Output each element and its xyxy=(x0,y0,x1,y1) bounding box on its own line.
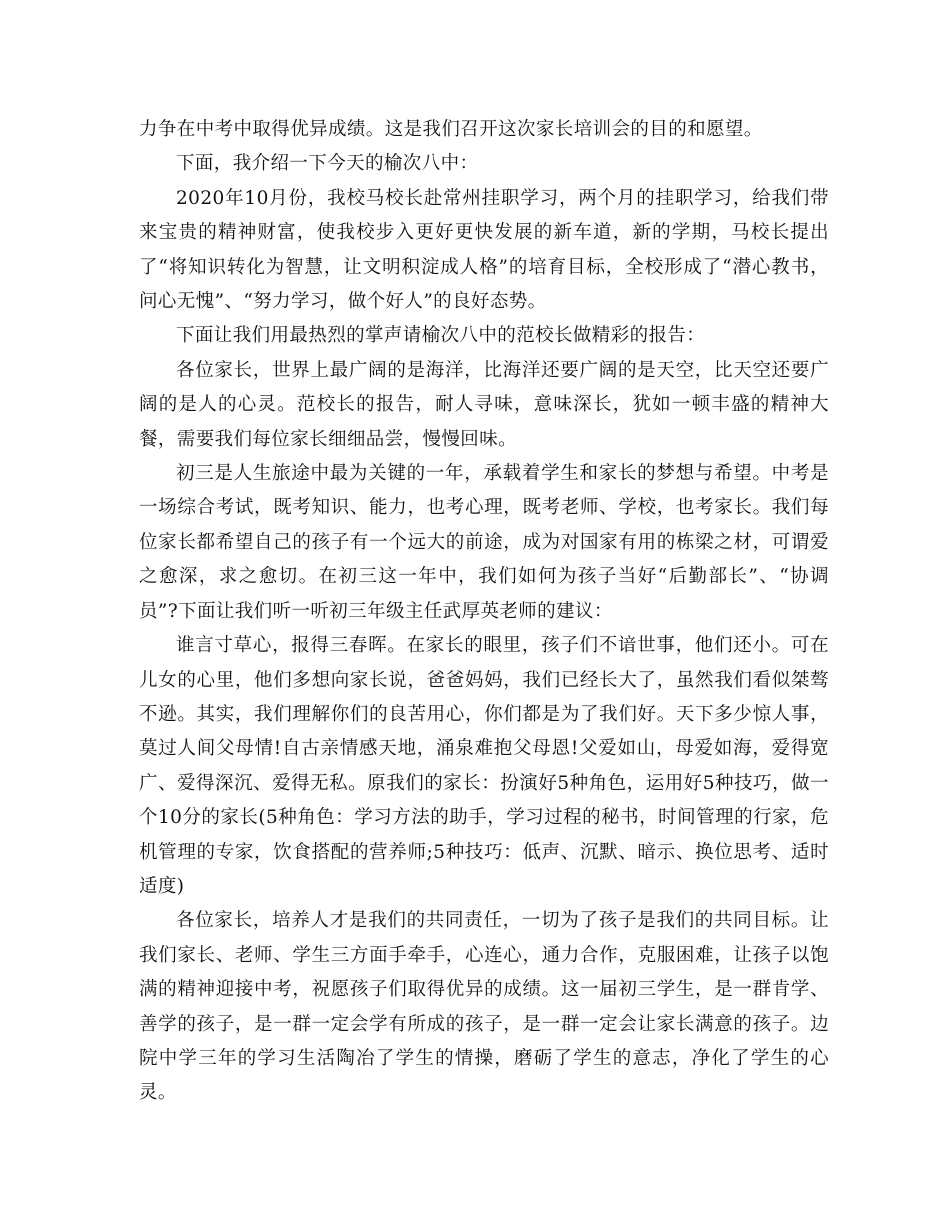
paragraph-intro-school: 下面，我介绍一下今天的榆次八中： xyxy=(176,153,479,175)
paragraph-principal-study: 2020年10月份，我校马校长赴常州挂职学习，两个月的挂职学习，给我们带来宝贵的精神财富，使我校步入更好更快发展的新车道，新的学期，马校长提出了“将知识转化为智慧，让文明积淀成人格”的培育目标，全校形成了“潜心教书，问心无愧”、“努力学习，做个好人”的良好态势。 xyxy=(139,187,829,313)
paragraph-continuation: 力争在中考中取得优异成绩。这是我们召开这次家长培训会的目的和愿望。 xyxy=(139,119,763,140)
paragraph-closing: 各位家长，培养人才是我们的共同责任，一切为了孩子是我们的共同目标。让我们家长、老师、学生三方面手牵手，心连心，通力合作，克服困难，让孩子以饱满的精神迎接中考，祝愿孩子们取得优异的成绩。这一届初三学生，是一群肯学、善学的孩子，是一群一定会学有所成的孩子，是一群一定会让家长满意的孩子。边院中学三年的学习生活陶冶了学生的情操，磨砺了学生的意志，净化了学生的心灵。 xyxy=(139,910,829,1104)
paragraph-grade-nine: 初三是人生旅途中最为关键的一年，承载着学生和家长的梦想与希望。中考是一场综合考试，既考知识、能力，也考心理，既考老师、学校，也考家长。我们每位家长都希望自己的孩子有一个远大的前途，成为对国家有用的栋梁之材，可谓爱之愈深，求之愈切。在初三这一年中，我们如何为孩子当好“后勤部长”、“协调员”?下面让我们听一听初三年级主任武厚英老师的建议： xyxy=(139,463,829,622)
document-body xyxy=(139,113,829,1111)
paragraph-invite-report: 下面让我们用最热烈的掌声请榆次八中的范校长做精彩的报告： xyxy=(176,325,706,347)
paragraph-report-comment: 各位家长，世界上最广阔的是海洋，比海洋还要广阔的是天空，比天空还要广阔的是人的心灵。范校长的报告，耐人寻味，意味深长，犹如一顿丰盛的精神大餐，需要我们每位家长细细品尝，慢慢回味。 xyxy=(139,359,829,450)
paragraph-parents-love: 谁言寸草心，报得三春晖。在家长的眼里，孩子们不谙世事，他们还小。可在儿女的心里，他们多想向家长说，爸爸妈妈，我们已经长大了，虽然我们看似桀骜不逊。其实，我们理解你们的良苦用心，你们都是为了我们好。天下多少惊人事，莫过人间父母情!自古亲情感天地，涌泉难抱父母恩!父爱如山，母爱如海，爱得宽广、爱得深沉、爱得无私。原我们的家长：扮演好5种角色，运用好5种技巧，做一个10分的家长(5种角色：学习方法的助手，学习过程的秘书，时间管理的行家，危机管理的专家，饮食搭配的营养师;5种技巧：低声、沉默、暗示、换位思考、适时适度) xyxy=(139,635,829,897)
